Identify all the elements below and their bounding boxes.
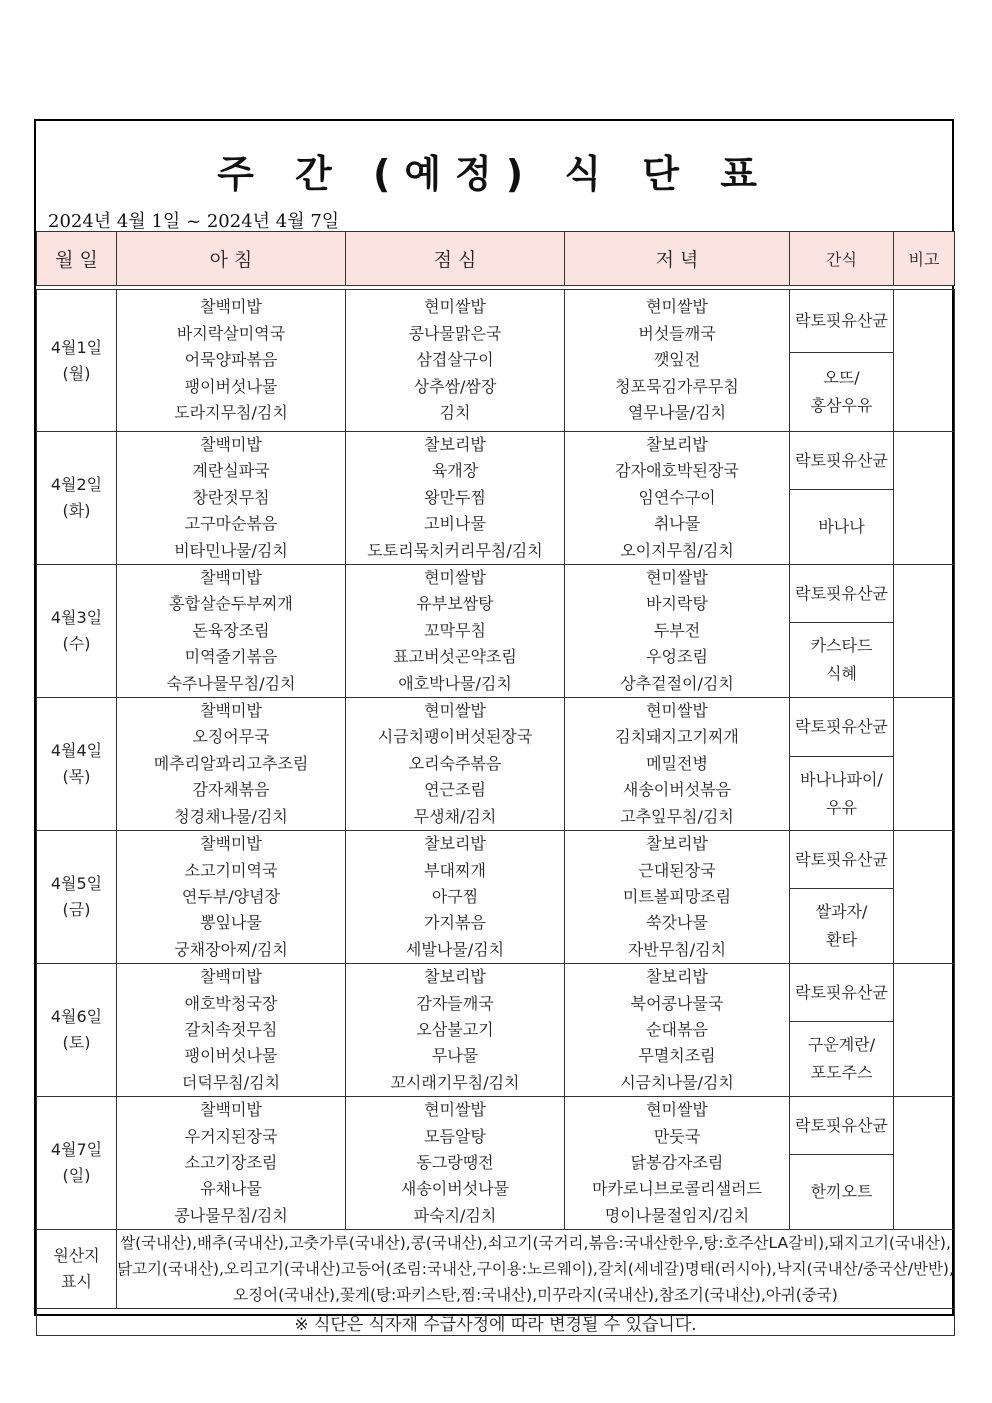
- dinner-item: 순대볶음: [646, 1019, 708, 1039]
- dinner-item: 감자애호박된장국: [615, 461, 739, 481]
- breakfast-cell: [117, 964, 346, 1097]
- lunch-item: 표고버섯곤약조림: [393, 647, 517, 667]
- dinner-cell: [565, 432, 790, 565]
- dinner-item: 자반무침/김치: [627, 939, 727, 959]
- breakfast-item: 감자채볶음: [192, 780, 270, 800]
- breakfast-item: 더덕무침/김치: [181, 1072, 281, 1092]
- lunch-item: 파숙지/김치: [413, 1205, 497, 1225]
- snack-secondary: [790, 1155, 894, 1230]
- dinner-item: 임연수구이: [638, 487, 716, 507]
- day-date-cell: [37, 1097, 117, 1230]
- lunch-item: 세발나물/김치: [405, 939, 505, 959]
- dinner-item: 북어콩나물국: [630, 993, 724, 1013]
- day-weekday: (월): [62, 363, 91, 383]
- lunch-item: 가지볶음: [424, 913, 486, 933]
- lunch-item: 찰보리밥: [424, 967, 486, 987]
- remarks-cell: [894, 432, 955, 565]
- lunch-item: 현미쌀밥: [424, 701, 486, 721]
- snack-probiotic: 락토핏유산균: [790, 831, 894, 889]
- lunch-item: 오리숙주볶음: [408, 753, 502, 773]
- dinner-item: 취나물: [653, 514, 701, 534]
- dinner-cell: [565, 1097, 790, 1230]
- breakfast-item: 어묵양파볶음: [184, 350, 278, 370]
- lunch-item: 꼬막무침: [424, 620, 486, 640]
- day-date: 4월3일: [50, 608, 103, 628]
- day-row: [37, 831, 955, 889]
- remarks-cell: [894, 831, 955, 964]
- day-date: 4월6일: [50, 1007, 103, 1027]
- lunch-item: 모듬알탕: [424, 1126, 486, 1146]
- dinner-cell: [565, 964, 790, 1097]
- snack-item: 환타: [826, 930, 857, 950]
- breakfast-item: 찰백미밥: [200, 568, 262, 588]
- header-dinner: 저 녁: [565, 232, 790, 286]
- dinner-item: 열무나물/김치: [627, 403, 727, 423]
- breakfast-cell: [117, 831, 346, 964]
- lunch-item: 애호박나물/김치: [398, 673, 512, 693]
- day-row: [37, 1097, 955, 1155]
- dinner-item: 쑥갓나물: [646, 913, 708, 933]
- dinner-item: 바지락탕: [646, 594, 708, 614]
- lunch-item: 찰보리밥: [424, 834, 486, 854]
- breakfast-item: 찰백미밥: [200, 1100, 262, 1120]
- snack-item: 오뜨/: [823, 368, 860, 387]
- day-date-cell: [37, 565, 117, 698]
- breakfast-item: 찰백미밥: [200, 297, 262, 317]
- snack-secondary: [790, 490, 894, 565]
- lunch-item: 현미쌀밥: [424, 297, 486, 317]
- lunch-item: 시금치팽이버섯된장국: [377, 727, 533, 747]
- breakfast-cell: [117, 698, 346, 831]
- snack-item: 식혜: [826, 664, 857, 684]
- header-date: 월 일: [37, 232, 117, 286]
- origin-label: [37, 1230, 117, 1309]
- remarks-cell: [894, 698, 955, 831]
- lunch-item: 아구찜: [431, 886, 479, 906]
- day-weekday: (금): [62, 900, 91, 920]
- lunch-item: 콩나물맑은국: [408, 323, 502, 343]
- day-row: [37, 432, 955, 490]
- breakfast-item: 유채나물: [200, 1179, 262, 1199]
- dinner-item: 현미쌀밥: [646, 568, 708, 588]
- dinner-item: 청포묵김가루무침: [615, 376, 739, 396]
- menu-sheet: [34, 119, 954, 1335]
- dinner-item: 찰보리밥: [646, 834, 708, 854]
- date-period: 2024년 4월 1일 ~ 2024년 4월 7일: [48, 211, 340, 232]
- remarks-cell: [894, 565, 955, 698]
- snack-probiotic: 락토핏유산균: [790, 1097, 894, 1155]
- lunch-item: 현미쌀밥: [424, 568, 486, 588]
- lunch-item: 육개장: [431, 461, 479, 481]
- day-date-cell: [37, 290, 117, 432]
- day-weekday: (일): [62, 1166, 91, 1186]
- lunch-item: 찰보리밥: [424, 435, 486, 454]
- lunch-item: 고비나물: [424, 514, 486, 534]
- breakfast-item: 연두부/양념장: [181, 886, 281, 906]
- dinner-item: 버섯들깨국: [638, 323, 716, 343]
- snack-item: 구운계란/: [807, 1035, 876, 1055]
- lunch-item: 무나물: [431, 1046, 479, 1066]
- origin-row: [37, 1230, 955, 1309]
- breakfast-item: 찰백미밥: [200, 834, 262, 854]
- lunch-cell: [346, 1097, 565, 1230]
- snack-secondary: [790, 623, 894, 698]
- dinner-item: 새송이버섯볶음: [622, 780, 732, 800]
- day-date: 4월1일: [50, 337, 103, 357]
- dinner-item: 두부전: [653, 620, 701, 640]
- dinner-item: 현미쌀밥: [646, 297, 708, 317]
- breakfast-item: 숙주나물무침/김치: [166, 673, 296, 693]
- breakfast-item: 메추리알꽈리고추조림: [153, 753, 309, 773]
- breakfast-item: 도라지무침/김치: [174, 403, 288, 423]
- origin-text: 쌀(국내산),배추(국내산),고춧가루(국내산),콩(국내산),쇠고기(국거리,볶음:국내산한우,탕:호주산LA갈비),돼지고기(국내산),닭고기(국내산),오리고기(국내산)고등어(조림:국내산,구이용:노르웨이),갈치(세네갈)명태(러시아),낙지(국내산/중국산/반반),오징어(국내산),꽃게(탕:파키스탄,찜:국내산),미꾸라지(국내산),참조기(국내산),아귀(중국): [117, 1230, 955, 1309]
- snack-secondary: [790, 889, 894, 964]
- dinner-item: 찰보리밥: [646, 967, 708, 987]
- snack-secondary: [790, 757, 894, 831]
- day-date: 4월7일: [50, 1140, 103, 1160]
- breakfast-item: 비타민나물/김치: [174, 540, 288, 560]
- day-row: [37, 698, 955, 757]
- weekly-menu-table: [36, 231, 955, 1336]
- dinner-item: 상추겉절이/김치: [620, 673, 734, 693]
- header-row: [37, 232, 955, 286]
- header-snack: 간식: [790, 232, 894, 286]
- day-date: 4월5일: [50, 874, 103, 894]
- lunch-item: 왕만두찜: [424, 487, 486, 507]
- snack-item: 홍삼우유: [810, 396, 873, 415]
- dinner-item: 오이지무침/김치: [620, 540, 734, 560]
- lunch-cell: [346, 432, 565, 565]
- remarks-cell: [894, 1097, 955, 1230]
- breakfast-item: 고구마순볶음: [184, 514, 278, 534]
- dinner-item: 근대된장국: [638, 860, 716, 880]
- dinner-item: 현미쌀밥: [646, 701, 708, 721]
- lunch-cell: [346, 290, 565, 432]
- breakfast-item: 바지락살미역국: [176, 323, 286, 343]
- breakfast-item: 돈육장조림: [192, 620, 270, 640]
- breakfast-cell: [117, 432, 346, 565]
- breakfast-item: 궁채장아찌/김치: [174, 939, 288, 959]
- breakfast-item: 홍합살순두부찌개: [169, 594, 293, 614]
- dinner-cell: [565, 698, 790, 831]
- breakfast-item: 미역줄기볶음: [184, 647, 278, 667]
- lunch-cell: [346, 565, 565, 698]
- lunch-item: 무생채/김치: [413, 806, 497, 826]
- snack-item: 포도주스: [810, 1063, 873, 1083]
- breakfast-item: 찰백미밥: [200, 435, 262, 454]
- lunch-cell: [346, 698, 565, 831]
- snack-item: 한끼오트: [810, 1182, 873, 1202]
- day-date-cell: [37, 432, 117, 565]
- notice-row: [37, 1309, 955, 1336]
- dinner-item: 닭봉감자조림: [630, 1152, 724, 1172]
- dinner-item: 우엉조림: [646, 647, 708, 667]
- dinner-item: 미트볼피망조림: [622, 886, 732, 906]
- lunch-item: 동그랑땡전: [416, 1152, 494, 1172]
- dinner-cell: [565, 831, 790, 964]
- header-breakfast: 아 침: [117, 232, 346, 286]
- breakfast-item: 팽이버섯나물: [184, 376, 278, 396]
- lunch-item: 오삼불고기: [416, 1019, 494, 1039]
- remarks-cell: [894, 290, 955, 432]
- snack-probiotic: 락토핏유산균: [790, 290, 894, 353]
- breakfast-item: 오징어무국: [192, 727, 270, 747]
- breakfast-item: 뽕잎나물: [200, 913, 262, 933]
- breakfast-item: 콩나물무침/김치: [174, 1205, 288, 1225]
- breakfast-item: 애호박청국장: [184, 993, 278, 1013]
- breakfast-item: 찰백미밥: [200, 967, 262, 987]
- lunch-item: 연근조림: [424, 780, 486, 800]
- lunch-item: 김치: [439, 403, 471, 423]
- breakfast-item: 팽이버섯나물: [184, 1046, 278, 1066]
- snack-probiotic: 락토핏유산균: [790, 698, 894, 757]
- page-title: 주 간 (예정) 식 단 표: [217, 152, 771, 196]
- day-row: [37, 565, 955, 623]
- breakfast-cell: [117, 290, 346, 432]
- lunch-item: 부대찌개: [424, 860, 486, 880]
- origin-label-line1: 원산지: [53, 1246, 100, 1266]
- dinner-item: 김치돼지고기찌개: [615, 727, 739, 747]
- lunch-cell: [346, 831, 565, 964]
- snack-item: 쌀과자/: [815, 902, 868, 922]
- day-date-cell: [37, 964, 117, 1097]
- day-weekday: (화): [62, 501, 91, 521]
- origin-label-line2: 표시: [61, 1272, 92, 1292]
- day-weekday: (목): [62, 767, 91, 787]
- day-row: [37, 290, 955, 353]
- dinner-cell: [565, 565, 790, 698]
- lunch-item: 꼬시래기무침/김치: [390, 1072, 520, 1092]
- breakfast-item: 창란젓무침: [192, 487, 270, 507]
- lunch-item: 삼겹살구이: [416, 350, 494, 370]
- lunch-item: 유부보쌈탕: [416, 594, 494, 614]
- breakfast-cell: [117, 565, 346, 698]
- breakfast-cell: [117, 1097, 346, 1230]
- dinner-item: 시금치나물/김치: [620, 1072, 734, 1092]
- snack-item: 우유: [826, 797, 857, 817]
- breakfast-item: 계란실파국: [192, 461, 270, 481]
- dinner-cell: [565, 290, 790, 432]
- breakfast-item: 소고기미역국: [184, 860, 278, 880]
- dinner-item: 마카로니브로콜리샐러드: [591, 1179, 763, 1199]
- snack-item: 바나나: [818, 517, 865, 537]
- dinner-item: 찰보리밥: [646, 435, 708, 454]
- breakfast-item: 우거지된장국: [184, 1126, 278, 1146]
- dinner-item: 고추잎무침/김치: [620, 806, 734, 826]
- dinner-item: 만둣국: [653, 1126, 701, 1146]
- header-lunch: 점 심: [346, 232, 565, 286]
- lunch-item: 감자들깨국: [416, 993, 494, 1013]
- breakfast-item: 청경채나물/김치: [174, 806, 288, 826]
- header-remarks: 비고: [894, 232, 955, 286]
- breakfast-item: 갈치속젓무침: [184, 1019, 278, 1039]
- snack-item: 바나나파이/: [800, 769, 883, 789]
- snack-probiotic: 락토핏유산균: [790, 964, 894, 1022]
- dinner-item: 무멸치조림: [638, 1046, 716, 1066]
- lunch-item: 현미쌀밥: [424, 1100, 486, 1120]
- dinner-item: 깻잎전: [653, 350, 701, 370]
- day-weekday: (토): [62, 1033, 91, 1053]
- dinner-item: 현미쌀밥: [646, 1100, 708, 1120]
- day-date-cell: [37, 698, 117, 831]
- snack-secondary: [790, 353, 894, 432]
- lunch-cell: [346, 964, 565, 1097]
- lunch-item: 새송이버섯나물: [400, 1179, 510, 1199]
- lunch-item: 도토리묵치커리무침/김치: [367, 540, 543, 560]
- day-date: 4월2일: [50, 475, 103, 495]
- day-date: 4월4일: [50, 741, 103, 761]
- remarks-cell: [894, 964, 955, 1097]
- day-rows: [37, 290, 955, 1230]
- dinner-item: 메밀전병: [646, 753, 708, 773]
- snack-probiotic: 락토핏유산균: [790, 565, 894, 623]
- breakfast-item: 찰백미밥: [200, 701, 262, 721]
- lunch-item: 상추쌈/쌈장: [413, 376, 497, 396]
- snack-secondary: [790, 1022, 894, 1097]
- day-row: [37, 964, 955, 1022]
- day-weekday: (수): [62, 634, 91, 654]
- day-date-cell: [37, 831, 117, 964]
- breakfast-item: 소고기장조림: [184, 1152, 278, 1172]
- notice-text: ※ 식단은 식자재 수급사정에 따라 변경될 수 있습니다.: [37, 1309, 955, 1336]
- snack-probiotic: 락토핏유산균: [790, 432, 894, 490]
- snack-item: 카스타드: [810, 636, 873, 656]
- dinner-item: 명이나물절임지/김치: [604, 1205, 750, 1225]
